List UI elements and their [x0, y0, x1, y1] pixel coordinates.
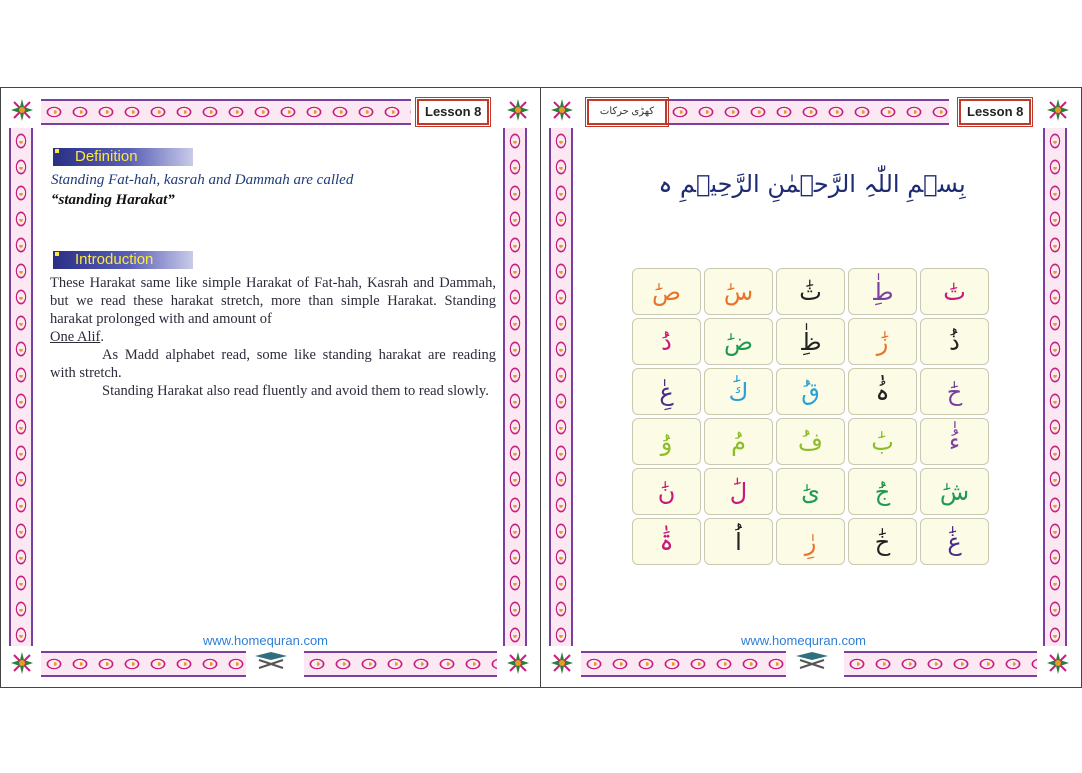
letter-cell: كَٰ [704, 368, 773, 415]
letter-cell: ہُٰ [848, 368, 917, 415]
rehal-book-stand-icon [253, 650, 289, 670]
letter-cell: رِٰ [776, 518, 845, 565]
intro-paragraph-3: Standing Harakat also read fluently and avoid them to read slowly. [102, 383, 489, 399]
introduction-heading [53, 251, 193, 269]
arabic-letter-grid [632, 268, 991, 566]
right-ornament-border [1043, 128, 1067, 646]
letter-cell: ظِٰ [776, 318, 845, 365]
corner-star-icon [550, 98, 574, 122]
definition-heading [53, 148, 193, 166]
urdu-title-badge: کھڑی حرکات [587, 99, 667, 125]
heading-bullet [55, 252, 59, 256]
letter-cell: شَٰ [920, 468, 989, 515]
footer-website-link[interactable]: www.homequran.com [741, 633, 866, 648]
letter-cell: ثَٰ [776, 268, 845, 315]
letter-cell: ضَٰ [704, 318, 773, 365]
heading-bullet [55, 149, 59, 153]
left-page [0, 88, 540, 687]
intro-p1-end: . [100, 329, 104, 345]
bottom-ornament-border-right [304, 651, 497, 677]
letter-cell: دُٰ [632, 318, 701, 365]
definition-line-2: “standing Harakat” [51, 192, 175, 208]
bottom-ornament-border-left [581, 651, 786, 677]
footer-website-link[interactable]: www.homequran.com [203, 633, 328, 648]
lesson-badge: Lesson 8 [959, 99, 1031, 125]
corner-star-icon [10, 651, 34, 675]
definition-text [51, 170, 501, 210]
letter-cell: زَٰ [848, 318, 917, 365]
intro-paragraph-1 [50, 274, 496, 346]
left-ornament-border [9, 128, 33, 646]
corner-star-icon [506, 98, 530, 122]
intro-paragraph-2: As Madd alphabet read, some like standing harakat are reading with stretch. [50, 347, 496, 381]
letter-cell: سَٰ [704, 268, 773, 315]
letter-cell: ءُٰ [920, 418, 989, 465]
letter-cell: ۃَٰ [632, 518, 701, 565]
letter-cell: خَٰ [848, 518, 917, 565]
letter-cell: طِٰ [848, 268, 917, 315]
letter-cell: نَٰ [632, 468, 701, 515]
letter-cell: وُٰ [632, 418, 701, 465]
right-ornament-border [503, 128, 527, 646]
left-ornament-border [549, 128, 573, 646]
bottom-ornament-border-left [41, 651, 246, 677]
rehal-book-stand-icon [794, 650, 830, 670]
intro-p1-text: These Harakat same like simple Harakat of Fat-hah, Kasrah and Dammah, but we read these harakat stretch, more than simple Harakat. Standing harakat prolonged with and amount of [50, 275, 496, 327]
right-page [540, 88, 1082, 687]
letter-cell: غَٰ [920, 518, 989, 565]
letter-cell: حَٰ [920, 368, 989, 415]
bismillah-heading: بِسۡمِ اللّٰہِ الرَّحۡمٰنِ الرَّحِیۡمِ ہ [658, 170, 966, 198]
letter-cell: تَٰ [920, 268, 989, 315]
one-alif-link[interactable]: One Alif [50, 329, 101, 345]
letter-cell: ذُٰ [920, 318, 989, 365]
introduction-text [50, 274, 496, 400]
lesson-badge: Lesson 8 [417, 99, 489, 125]
corner-star-icon [506, 651, 530, 675]
corner-star-icon [1046, 651, 1070, 675]
letter-cell: اُٰ [704, 518, 773, 565]
corner-star-icon [550, 651, 574, 675]
top-ornament-border [41, 99, 411, 125]
introduction-heading-text: Introduction [75, 251, 154, 268]
letter-cell: قُٰ [776, 368, 845, 415]
book-spread [0, 87, 1082, 688]
letter-cell: مُٰ [704, 418, 773, 465]
letter-cell: فُٰ [776, 418, 845, 465]
definition-line-1: Standing Fat-hah, kasrah and Dammah are called [51, 172, 354, 188]
top-ornament-border [667, 99, 949, 125]
letter-cell: بَٰ [848, 418, 917, 465]
bottom-ornament-border-right [844, 651, 1037, 677]
letter-cell: صَٰ [632, 268, 701, 315]
corner-star-icon [1046, 98, 1070, 122]
letter-cell: یَٰ [776, 468, 845, 515]
letter-cell: لَٰ [704, 468, 773, 515]
definition-heading-text: Definition [75, 148, 138, 165]
letter-cell: عِٰ [632, 368, 701, 415]
corner-star-icon [10, 98, 34, 122]
letter-cell: جُٰ [848, 468, 917, 515]
